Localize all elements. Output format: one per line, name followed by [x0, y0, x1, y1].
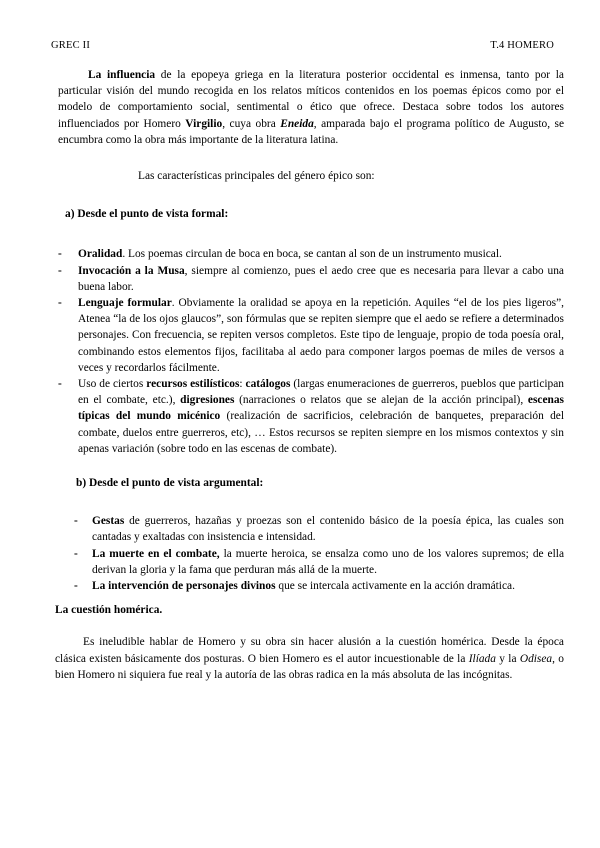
argumental-list — [76, 513, 564, 594]
list-item-intervencion: - La intervención de personajes divinos que se intercala activamente en la acción dramática. — [74, 580, 515, 593]
list-item-lenguaje: - Lenguaje formular. Obviamente la oralidad se apoya en la repetición. Aquiles “el de los pies ligeros”, Atenea “la de los ojos glaucos”, son fórmulas que se repiten siempre que el aedo se refiere a determinados personajes. Con frecuencia, se repiten versos completos. Este tipo de lenguaje, propio de toda poesía oral, combinando estos elementos fijos, facilitaba al aedo para componer largos poemas de miles de versos a veces y recordarlos fácilmente. — [58, 297, 564, 374]
influence-paragraph: La influencia de la epopeya griega en la literatura posterior occidental es inmensa, tanto por la particular visión del mundo recogida en los relatos míticos contenidos en los poemas épicos como por el modelo de comportamiento social, sentimental o ético que ofrece. Destaca sobre todos los autores influenciados por Homero Virgilio, cuya obra Eneida, amparada bajo el programa político de Augusto, se encumbra como la obra más importante de la literatura latina. — [58, 69, 565, 146]
header-topic: T.4 HOMERO — [490, 40, 554, 51]
list-item-gestas: - Gestas de guerreros, hazañas y proezas son el contenido básico de la poesía épica, las cuales son cantadas y exaltadas con insistencia e intensidad. — [74, 515, 564, 544]
virgilio-name: Virgilio — [185, 117, 223, 130]
cuestion-paragraph: Es ineludible hablar de Homero y su obra sin hacer alusión a la cuestión homérica. Desde la época clásica existen básicamente dos posturas. O bien Homero es el autor incuestionable de la Ilíada y la Odisea, o bien Homero ni siquiera fue real y la autoría de las obras radica en la más absoluta de las incógnitas. — [55, 636, 564, 681]
odisea-title: Odisea — [519, 652, 553, 665]
formal-list — [58, 246, 564, 457]
iliada-title: Ilíada — [468, 652, 496, 665]
eneida-title: Eneida — [280, 117, 314, 130]
list-item-oralidad: - Oralidad. Los poemas circulan de boca en boca, se cantan al son de un instrumento musical. — [58, 248, 502, 261]
influence-term: La influencia — [88, 69, 156, 81]
list-item-recursos: - Uso de ciertos recursos estilísticos: catálogos (largas enumeraciones de guerreros, pueblos que participan en el combate, etc.), digresiones (narraciones o relatos que se alejan de la acción principal), escenas típicas del mundo micénico (realización de sacrificios, celebración de banquetes, preparación del combate, duelos entre guerreros, etc), … Estos recursos se repiten siempre en los mismos contextos y sin apenas variación (sobre todo en las escenas de combate). — [58, 378, 565, 455]
section-b-heading: b) Desde el punto de vista argumental: — [76, 477, 264, 490]
characteristics-intro: Las características principales del género épico son: — [138, 170, 375, 183]
list-item-muerte: - La muerte en el combate, la muerte heroica, se ensalza como uno de los valores supremos; de ella derivan la gloria y la fama que perduran más allá de la muerte. — [74, 547, 565, 576]
cuestion-homerica-heading: La cuestión homérica. — [55, 604, 163, 617]
header-course: GREC II — [51, 40, 91, 51]
list-item-invocacion: - Invocación a la Musa, siempre al comienzo, pues el aedo cree que es necesaria para llevar a cabo una buena labor. — [58, 264, 564, 293]
document-body — [55, 67, 565, 683]
section-a-heading: a) Desde el punto de vista formal: — [65, 208, 229, 221]
